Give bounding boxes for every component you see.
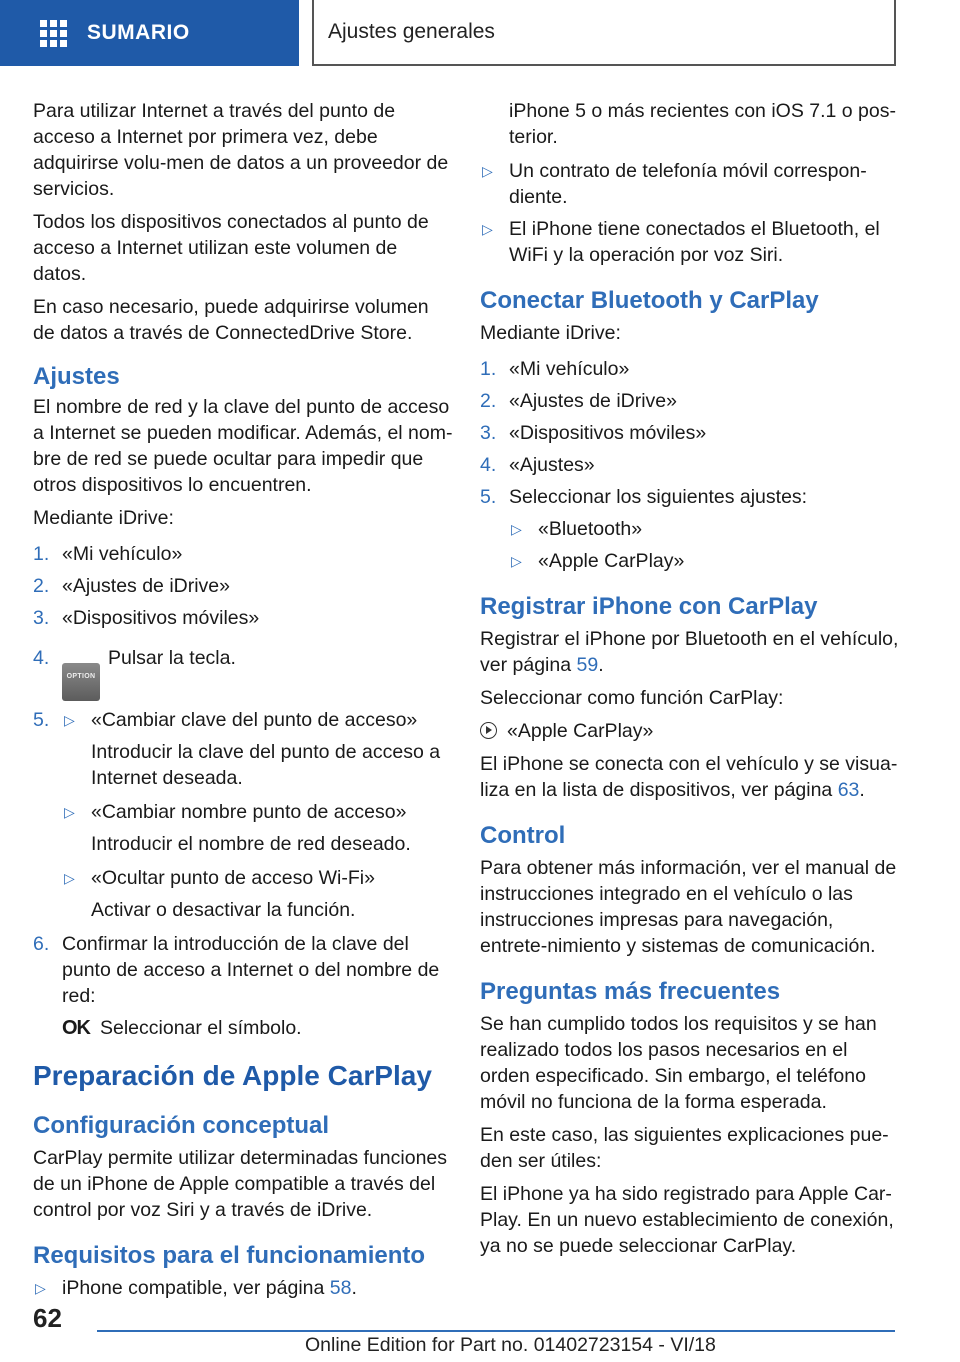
triangle-bullet-icon: ▷ <box>64 804 75 820</box>
step-number: 1. <box>33 543 50 565</box>
step-number: 5. <box>33 709 50 731</box>
section-title-tab <box>312 0 896 66</box>
item-text: «Bluetooth» <box>538 518 643 540</box>
step-text: «Ajustes de iDrive» <box>62 575 230 597</box>
paragraph: El iPhone ya ha sido registrado para Apple Car‐Play. En un nuevo establecimiento de conexión, ya no se puede seleccionar CarPlay. <box>480 1183 894 1257</box>
paragraph-end: . <box>859 779 865 801</box>
step-text: Confirmar la introducción de la clave del punto de acceso a Internet o del nombre de red: <box>62 933 440 1007</box>
step-text: «Dispositivos móviles» <box>509 422 707 444</box>
list-item <box>33 931 453 1041</box>
section-title: Ajustes generales <box>328 20 495 43</box>
list-item <box>480 158 900 210</box>
item-text: «Apple CarPlay» <box>538 550 685 572</box>
step-text: Pulsar la tecla. <box>108 647 236 669</box>
list-item <box>480 216 900 268</box>
paragraph-text: Registrar el iPhone por Bluetooth en el vehículo, ver página <box>480 628 899 676</box>
paragraph: Para utilizar Internet a través del punto de acceso a Internet por primera vez, debe adquirirse volu‐men de datos a un proveedor de servicios. <box>33 100 449 200</box>
step-text: «Mi vehículo» <box>509 358 630 380</box>
list-item <box>33 541 453 567</box>
list-item <box>480 484 900 574</box>
list-item <box>509 548 900 574</box>
steps-list <box>480 356 900 574</box>
item-subtext <box>62 1015 453 1041</box>
requirements-list <box>480 158 900 268</box>
item-subtext-text: Seleccionar el símbolo. <box>100 1017 302 1039</box>
grid-menu-icon <box>40 20 67 47</box>
step-text: Seleccionar los siguientes ajustes: <box>509 486 808 508</box>
list-item <box>33 645 453 701</box>
step-number: 3. <box>33 607 50 629</box>
triangle-bullet-icon: ▷ <box>64 870 75 886</box>
paragraph: Seleccionar como función CarPlay: <box>480 687 784 709</box>
paragraph: CarPlay permite utilizar determinadas funciones de un iPhone de Apple compatible a través del control por voz Siri y a través de iDrive. <box>33 1147 448 1221</box>
item-text: «Ocultar punto de acceso Wi-Fi» <box>91 867 375 889</box>
paragraph: Mediante iDrive: <box>480 322 621 344</box>
list-item <box>480 452 900 478</box>
paragraph <box>480 626 900 678</box>
list-item <box>480 356 900 382</box>
item-subtext: Activar o desactivar la función. <box>91 899 356 921</box>
step-number: 6. <box>33 933 50 955</box>
heading-conectar: Conectar Bluetooth y CarPlay <box>480 287 819 314</box>
sub-list <box>62 707 453 923</box>
paragraph: Mediante iDrive: <box>33 507 174 529</box>
paragraph: En este caso, las siguientes explicaciones pue‐den ser útiles: <box>480 1124 889 1172</box>
heading-preparacion: Preparación de Apple CarPlay <box>33 1060 432 1091</box>
step-number: 1. <box>480 358 497 380</box>
left-column <box>33 98 453 1307</box>
page-number: 62 <box>33 1303 62 1333</box>
sumario-label: SUMARIO <box>87 21 190 44</box>
heading-requisitos: Requisitos para el funcionamiento <box>33 1242 426 1269</box>
page-header <box>0 0 960 66</box>
step-text: «Ajustes de iDrive» <box>509 390 677 412</box>
step-number: 4. <box>480 454 497 476</box>
paragraph: Todos los dispositivos conectados al punto de acceso a Internet utilizan este volumen de datos. <box>33 211 429 285</box>
paragraph: Se han cumplido todos los requisitos y se han realizado todos los pasos necesarios en el orden especificado. Sin embargo, el teléfono móvil no funciona de la forma esperada. <box>480 1013 877 1113</box>
list-item <box>509 516 900 542</box>
paragraph <box>480 751 900 803</box>
triangle-bullet-icon: ▷ <box>64 712 75 728</box>
heading-preguntas: Preguntas más frecuentes <box>480 978 781 1005</box>
list-item <box>33 1275 453 1301</box>
paragraph <box>480 718 900 744</box>
paragraph-end: . <box>598 654 604 676</box>
item-subtext: Introducir el nombre de red deseado. <box>91 833 411 855</box>
footer-divider <box>97 1330 895 1332</box>
requirement-continuation: iPhone 5 o más recientes con iOS 7.1 o pos‐terior. <box>509 100 896 148</box>
heading-configuracion: Configuración conceptual <box>33 1112 330 1139</box>
step-number: 2. <box>33 575 50 597</box>
item-text: «Cambiar clave del punto de acceso» <box>91 709 418 731</box>
paragraph: En caso necesario, puede adquirirse volumen de datos a través de ConnectedDrive Store. <box>33 296 429 344</box>
paragraph-text: El iPhone se conecta con el vehículo y se visua‐liza en la lista de dispositivos, ver página <box>480 753 898 801</box>
triangle-bullet-icon: ▷ <box>482 163 493 179</box>
heading-registrar: Registrar iPhone con CarPlay <box>480 593 818 620</box>
item-text-end: . <box>351 1277 357 1299</box>
paragraph: Para obtener más información, ver el manual de instrucciones integrado en el vehículo o las instrucciones impresas para navegación, entrete‐nimiento y sistemas de comunicación. <box>480 857 897 957</box>
step-text: «Mi vehículo» <box>62 543 183 565</box>
triangle-bullet-icon: ▷ <box>35 1280 46 1296</box>
carplay-play-icon <box>480 722 497 739</box>
requirements-list <box>33 1275 453 1301</box>
item-text: El iPhone tiene conectados el Bluetooth, el WiFi y la operación por voz Siri. <box>509 218 880 266</box>
list-item <box>62 799 453 857</box>
list-item <box>33 605 453 631</box>
triangle-bullet-icon: ▷ <box>482 221 493 237</box>
page-link[interactable]: 58 <box>329 1277 352 1299</box>
item-text: Un contrato de telefonía móvil correspon‐diente. <box>509 160 867 208</box>
list-item <box>33 573 453 599</box>
step-text: «Dispositivos móviles» <box>62 607 260 629</box>
list-item <box>480 420 900 446</box>
list-item <box>480 388 900 414</box>
ok-icon: OK <box>62 1017 90 1039</box>
right-column <box>480 98 900 1266</box>
list-item <box>33 707 453 923</box>
item-text: «Cambiar nombre punto de acceso» <box>91 801 407 823</box>
step-number: 2. <box>480 390 497 412</box>
triangle-bullet-icon: ▷ <box>511 553 522 569</box>
step-text: «Ajustes» <box>509 454 595 476</box>
triangle-bullet-icon: ▷ <box>511 521 522 537</box>
step-number: 5. <box>480 486 497 508</box>
step-number: 4. <box>33 647 50 669</box>
heading-ajustes: Ajustes <box>33 363 120 390</box>
paragraph-text: «Apple CarPlay» <box>507 720 654 742</box>
item-text: iPhone compatible, ver página <box>62 1277 330 1299</box>
item-subtext: Introducir la clave del punto de acceso a Internet deseada. <box>91 741 441 789</box>
step-number: 3. <box>480 422 497 444</box>
sub-list <box>509 516 900 574</box>
paragraph: El nombre de red y la clave del punto de acceso a Internet se pueden modificar. Además, el nom‐bre de red se puede ocultar para impedir que otros dispositivos lo encuentren. <box>33 396 453 496</box>
page-link[interactable]: 59 <box>576 654 599 676</box>
option-key-icon: OPTION <box>62 663 100 701</box>
list-item <box>62 865 453 923</box>
footer-edition: Online Edition for Part no. 01402723154 - VI/18 <box>305 1334 716 1356</box>
heading-control: Control <box>480 822 566 849</box>
steps-list <box>33 541 453 1041</box>
page-link[interactable]: 63 <box>837 779 860 801</box>
sumario-button[interactable] <box>0 0 299 66</box>
list-item <box>62 707 453 791</box>
